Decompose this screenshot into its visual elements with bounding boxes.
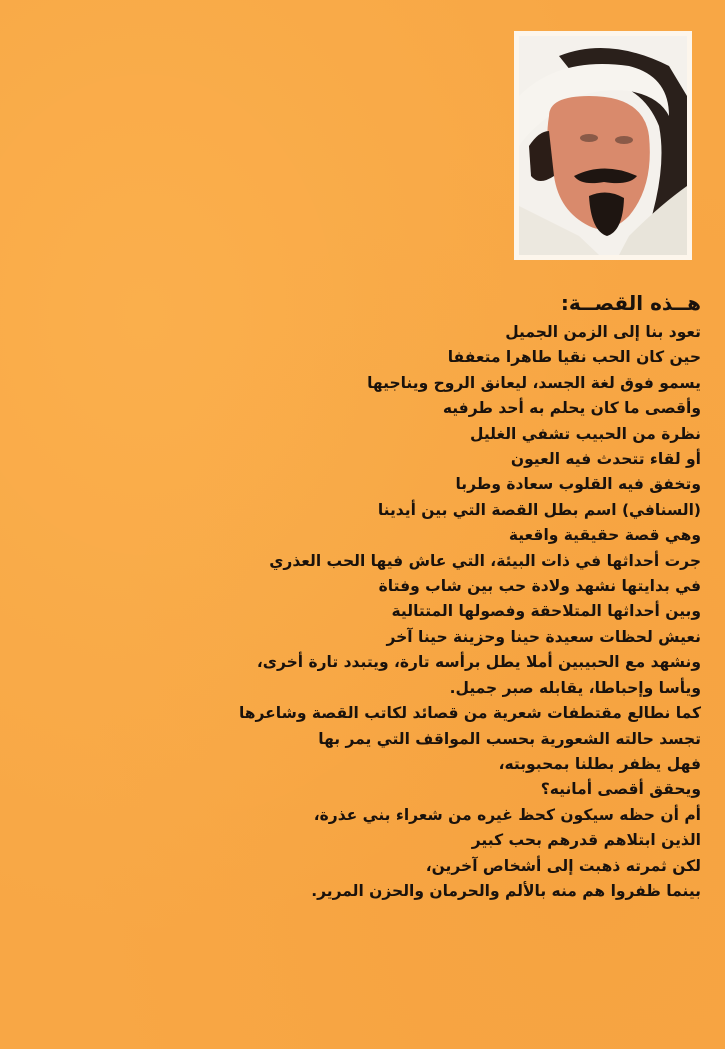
- story-line: وهي قصة حقيقية واقعية: [508, 526, 701, 545]
- story-line: وبين أحداثها المتلاحقة وفصولها المتتالية: [391, 602, 701, 621]
- portrait-illustration: [519, 36, 687, 255]
- author-photo: [519, 36, 687, 255]
- story-line: بينما ظفروا هم منه بالألم والحرمان والحزن المرير.: [311, 881, 701, 900]
- story-line: نعيش لحظات سعيدة حينا وحزينة حينا آخر: [386, 627, 701, 646]
- story-line: وتخفق فيه القلوب سعادة وطربا: [455, 475, 701, 494]
- story-line: تجسد حالته الشعورية بحسب المواقف التي يمر بها: [318, 729, 701, 748]
- story-line: حين كان الحب نقيا طاهرا متعففا: [447, 348, 701, 367]
- author-photo-frame: [514, 31, 692, 260]
- story-line: (السنافي) اسم بطل القصة التي بين أيدينا: [377, 500, 701, 519]
- story-line: ويحقق أقصى أمانيه؟: [540, 780, 701, 799]
- story-line: ونشهد مع الحبيبين أملا يطل برأسه تارة، ويتبدد تارة أخرى،: [256, 653, 701, 672]
- story-line: تعود بنا إلى الزمن الجميل: [505, 323, 701, 341]
- story-line: فهل يظفر بطلنا بمحبوبته،: [498, 754, 701, 773]
- story-line: كما نطالع مقتطفات شعرية من قصائد لكاتب القصة وشاعرها: [238, 704, 701, 723]
- story-line: في بدايتها نشهد ولادة حب بين شاب وفتاة: [378, 577, 701, 596]
- story-line: ويأسا وإحباطا، يقابله صبر جميل.: [449, 678, 701, 697]
- story-line: الذين ابتلاهم قدرهم بحب كبير: [471, 831, 701, 850]
- story-heading: هــذه القصــة:: [560, 291, 701, 315]
- story-line: وأقصى ما كان يحلم به أحد طرفيه: [442, 399, 701, 418]
- story-line: نظرة من الحبيب تشفي الغليل: [469, 424, 701, 443]
- story-line: يسمو فوق لغة الجسد، ليعانق الروح ويناجيها: [367, 373, 701, 392]
- story-line: أم أن حظه سيكون كحظ غيره من شعراء بني عذرة،: [313, 805, 701, 824]
- story-blurb: [181, 290, 701, 904]
- story-line: جرت أحداثها في ذات البيئة، التي عاش فيها الحب العذري: [269, 551, 701, 570]
- story-line: أو لقاء تتحدث فيه العيون: [510, 450, 701, 469]
- story-line: لكن ثمرته ذهبت إلى أشخاص آخرين،: [425, 856, 701, 875]
